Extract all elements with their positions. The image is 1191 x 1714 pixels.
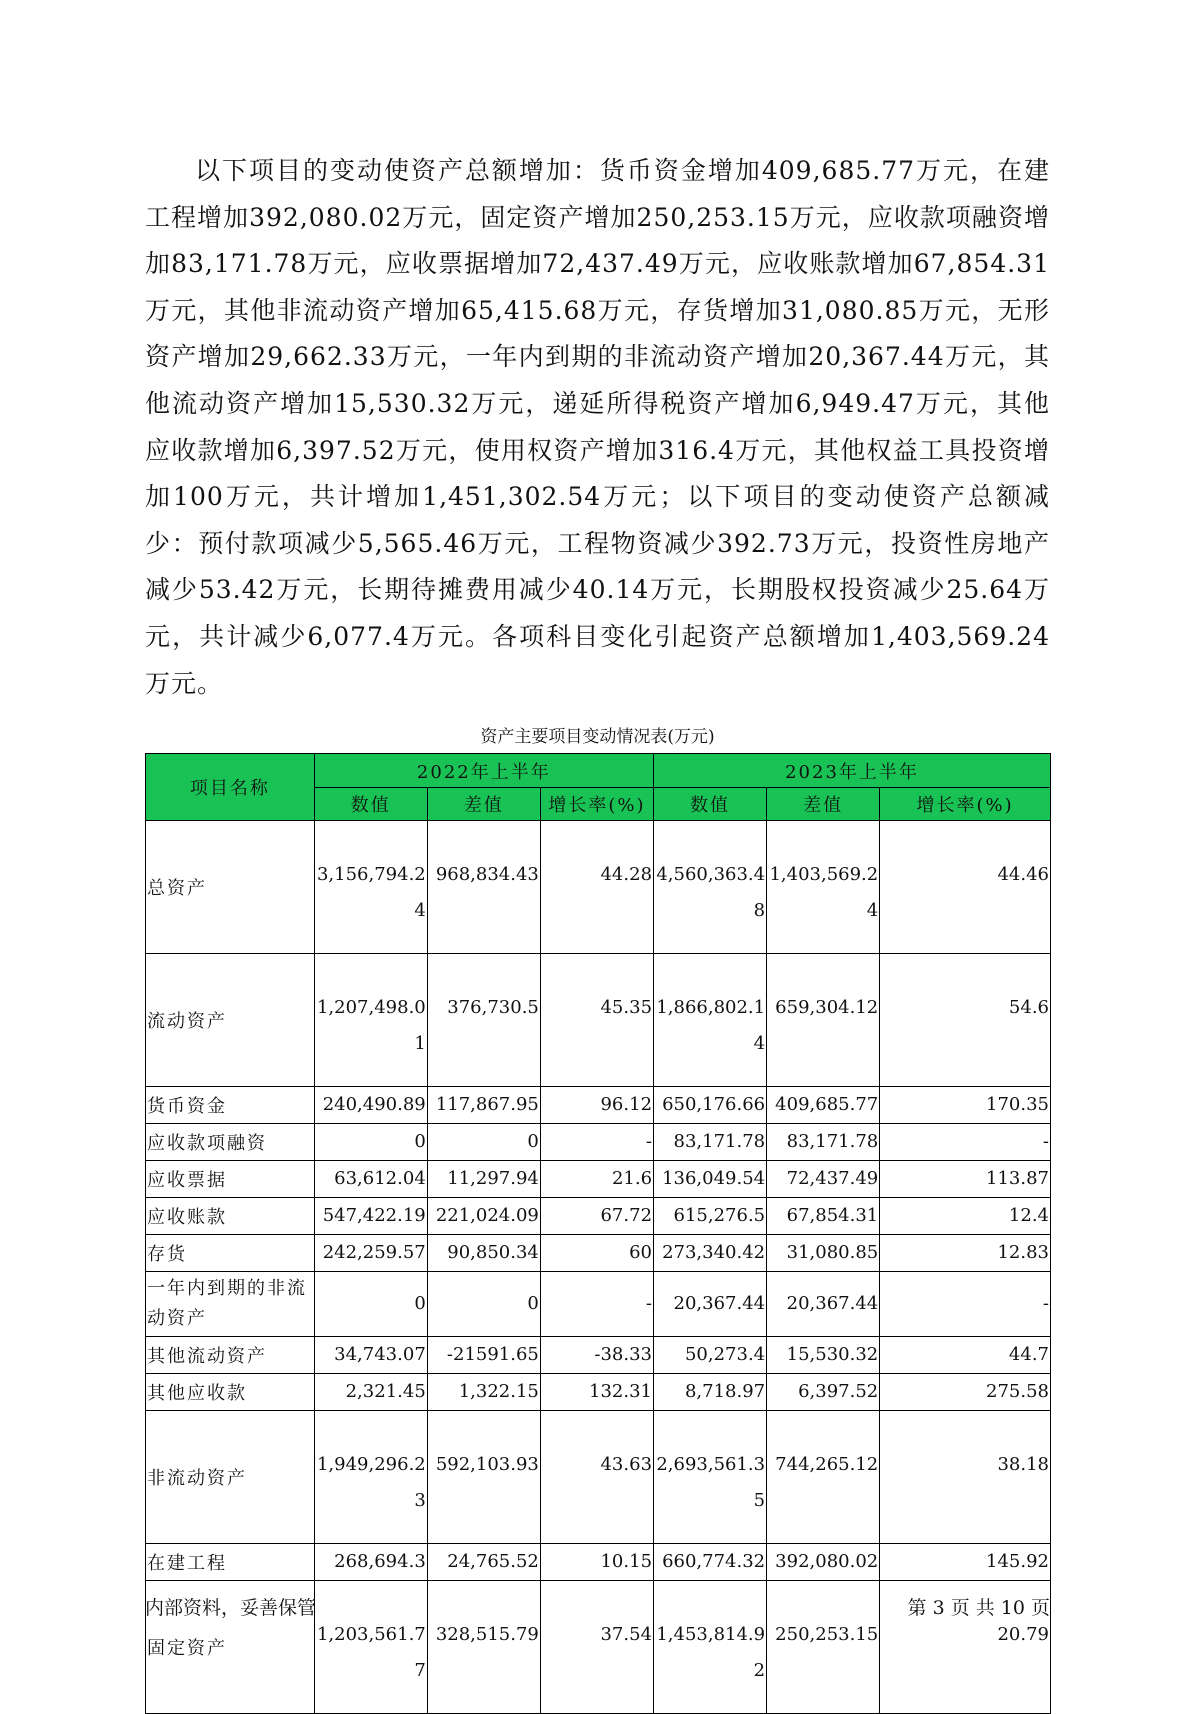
value-2022: 268,694.3: [314, 1544, 427, 1581]
table-row: [146, 1337, 1051, 1374]
growth-2022: 10.15: [540, 1544, 653, 1581]
diff-2022: -21591.65: [427, 1337, 540, 1374]
growth-2023: 54.6: [880, 954, 1051, 1087]
value-2023: 1,866,802.14: [654, 954, 767, 1087]
row-name: 固定资产: [146, 1581, 315, 1714]
row-name: 其他应收款: [146, 1374, 315, 1411]
table-row: [146, 1198, 1051, 1235]
diff-2022: 1,322.15: [427, 1374, 540, 1411]
value-2022: 1,203,561.77: [314, 1581, 427, 1714]
growth-2022: -38.33: [540, 1337, 653, 1374]
row-name: 总资产: [146, 821, 315, 954]
diff-2022: 117,867.95: [427, 1087, 540, 1124]
value-2022: 3,156,794.24: [314, 821, 427, 954]
header-growth-2023: 增长率(%): [880, 788, 1051, 821]
value-2023: 136,049.54: [654, 1161, 767, 1198]
value-2022: 240,490.89: [314, 1087, 427, 1124]
diff-2023: 392,080.02: [767, 1544, 880, 1581]
row-name: 应收账款: [146, 1198, 315, 1235]
value-2022: 0: [314, 1124, 427, 1161]
body-paragraph: 以下项目的变动使资产总额增加：货币资金增加409,685.77万元，在建工程增加392,080.02万元，固定资产增加250,253.15万元，应收款项融资增加83,171.78万元，应收票据增加72,437.49万元，应收账款增加67,854.31万元，其他非流动资产增加65,415.68万元，存货增加31,080.85万元，无形资产增加29,662.33万元，一年内到期的非流动资产增加20,367.44万元，其他流动资产增加15,530.32万元，递延所得税资产增加6,949.47万元，其他应收款增加6,397.52万元，使用权资产增加316.4万元，其他权益工具投资增加100万元，共计增加1,451,302.54万元；以下项目的变动使资产总额减少：预付款项减少5,565.46万元，工程物资减少392.73万元，投资性房地产减少53.42万元，长期待摊费用减少40.14万元，长期股权投资减少25.64万元，共计减少6,077.4万元。各项科目变化引起资产总额增加1,403,569.24万元。: [145, 156, 1050, 698]
table-row: [146, 1544, 1051, 1581]
footer-page-number: 第 3 页 共 10 页: [907, 1597, 1050, 1619]
growth-2022: 132.31: [540, 1374, 653, 1411]
growth-2022: 37.54: [540, 1581, 653, 1714]
value-2022: 2,321.45: [314, 1374, 427, 1411]
row-name: 货币资金: [146, 1087, 315, 1124]
header-item-name: 项目名称: [146, 754, 315, 821]
footer-confidential-note: 内部资料，妥善保管: [145, 1597, 317, 1619]
growth-2023: -: [880, 1272, 1051, 1337]
diff-2022: 592,103.93: [427, 1411, 540, 1544]
value-2023: 650,176.66: [654, 1087, 767, 1124]
value-2022: 63,612.04: [314, 1161, 427, 1198]
row-name: 存货: [146, 1235, 315, 1272]
diff-2023: 15,530.32: [767, 1337, 880, 1374]
value-2023: 273,340.42: [654, 1235, 767, 1272]
growth-2022: 60: [540, 1235, 653, 1272]
table-row: [146, 1374, 1051, 1411]
assets-change-table: [145, 753, 1051, 1714]
diff-2023: 31,080.85: [767, 1235, 880, 1272]
header-diff-2023: 差值: [767, 788, 880, 821]
diff-2022: 328,515.79: [427, 1581, 540, 1714]
value-2022: 34,743.07: [314, 1337, 427, 1374]
diff-2022: 968,834.43: [427, 821, 540, 954]
table-row: [146, 1124, 1051, 1161]
header-period-2022: 2022年上半年: [314, 754, 653, 788]
header-diff-2022: 差值: [427, 788, 540, 821]
growth-2023: 170.35: [880, 1087, 1051, 1124]
diff-2023: 409,685.77: [767, 1087, 880, 1124]
row-name: 一年内到期的非流动资产: [146, 1272, 315, 1337]
growth-2022: 43.63: [540, 1411, 653, 1544]
value-2023: 660,774.32: [654, 1544, 767, 1581]
growth-2023: 12.83: [880, 1235, 1051, 1272]
table-title: 资产主要项目变动情况表(万元): [480, 727, 715, 747]
table-row: [146, 1161, 1051, 1198]
row-name: 非流动资产: [146, 1411, 315, 1544]
diff-2023: 83,171.78: [767, 1124, 880, 1161]
header-period-2023: 2023年上半年: [654, 754, 1051, 788]
row-name: 应收款项融资: [146, 1124, 315, 1161]
table-row: [146, 954, 1051, 1087]
header-value-2022: 数值: [314, 788, 427, 821]
table-row: [146, 821, 1051, 954]
table-row: [146, 1087, 1051, 1124]
diff-2022: 90,850.34: [427, 1235, 540, 1272]
row-name: 在建工程: [146, 1544, 315, 1581]
growth-2022: 21.6: [540, 1161, 653, 1198]
value-2023: 2,693,561.35: [654, 1411, 767, 1544]
value-2023: 8,718.97: [654, 1374, 767, 1411]
header-growth-2022: 增长率(%): [540, 788, 653, 821]
row-name: 其他流动资产: [146, 1337, 315, 1374]
table-row: [146, 1235, 1051, 1272]
diff-2022: 0: [427, 1272, 540, 1337]
diff-2022: 221,024.09: [427, 1198, 540, 1235]
diff-2022: 24,765.52: [427, 1544, 540, 1581]
growth-2022: 44.28: [540, 821, 653, 954]
diff-2023: 6,397.52: [767, 1374, 880, 1411]
table-row: [146, 1272, 1051, 1337]
growth-2022: 45.35: [540, 954, 653, 1087]
value-2023: 83,171.78: [654, 1124, 767, 1161]
growth-2022: -: [540, 1272, 653, 1337]
value-2022: 1,949,296.23: [314, 1411, 427, 1544]
growth-2022: 67.72: [540, 1198, 653, 1235]
growth-2023: 275.58: [880, 1374, 1051, 1411]
diff-2023: 67,854.31: [767, 1198, 880, 1235]
growth-2023: 44.46: [880, 821, 1051, 954]
growth-2023: 145.92: [880, 1544, 1051, 1581]
value-2022: 1,207,498.01: [314, 954, 427, 1087]
diff-2023: 72,437.49: [767, 1161, 880, 1198]
value-2023: 50,273.4: [654, 1337, 767, 1374]
table-row: [146, 1411, 1051, 1544]
value-2022: 242,259.57: [314, 1235, 427, 1272]
value-2022: 547,422.19: [314, 1198, 427, 1235]
row-name: 流动资产: [146, 954, 315, 1087]
diff-2023: 20,367.44: [767, 1272, 880, 1337]
diff-2022: 11,297.94: [427, 1161, 540, 1198]
value-2023: 1,453,814.92: [654, 1581, 767, 1714]
growth-2023: -: [880, 1124, 1051, 1161]
growth-2023: 12.4: [880, 1198, 1051, 1235]
value-2023: 20,367.44: [654, 1272, 767, 1337]
diff-2023: 1,403,569.24: [767, 821, 880, 954]
value-2023: 615,276.5: [654, 1198, 767, 1235]
diff-2023: 250,253.15: [767, 1581, 880, 1714]
growth-2022: 96.12: [540, 1087, 653, 1124]
growth-2023: 38.18: [880, 1411, 1051, 1544]
growth-2023: 20.79: [880, 1581, 1051, 1714]
value-2022: 0: [314, 1272, 427, 1337]
header-value-2023: 数值: [654, 788, 767, 821]
growth-2023: 44.7: [880, 1337, 1051, 1374]
value-2023: 4,560,363.48: [654, 821, 767, 954]
growth-2023: 113.87: [880, 1161, 1051, 1198]
row-name: 应收票据: [146, 1161, 315, 1198]
diff-2023: 659,304.12: [767, 954, 880, 1087]
growth-2022: -: [540, 1124, 653, 1161]
diff-2023: 744,265.12: [767, 1411, 880, 1544]
diff-2022: 376,730.5: [427, 954, 540, 1087]
diff-2022: 0: [427, 1124, 540, 1161]
